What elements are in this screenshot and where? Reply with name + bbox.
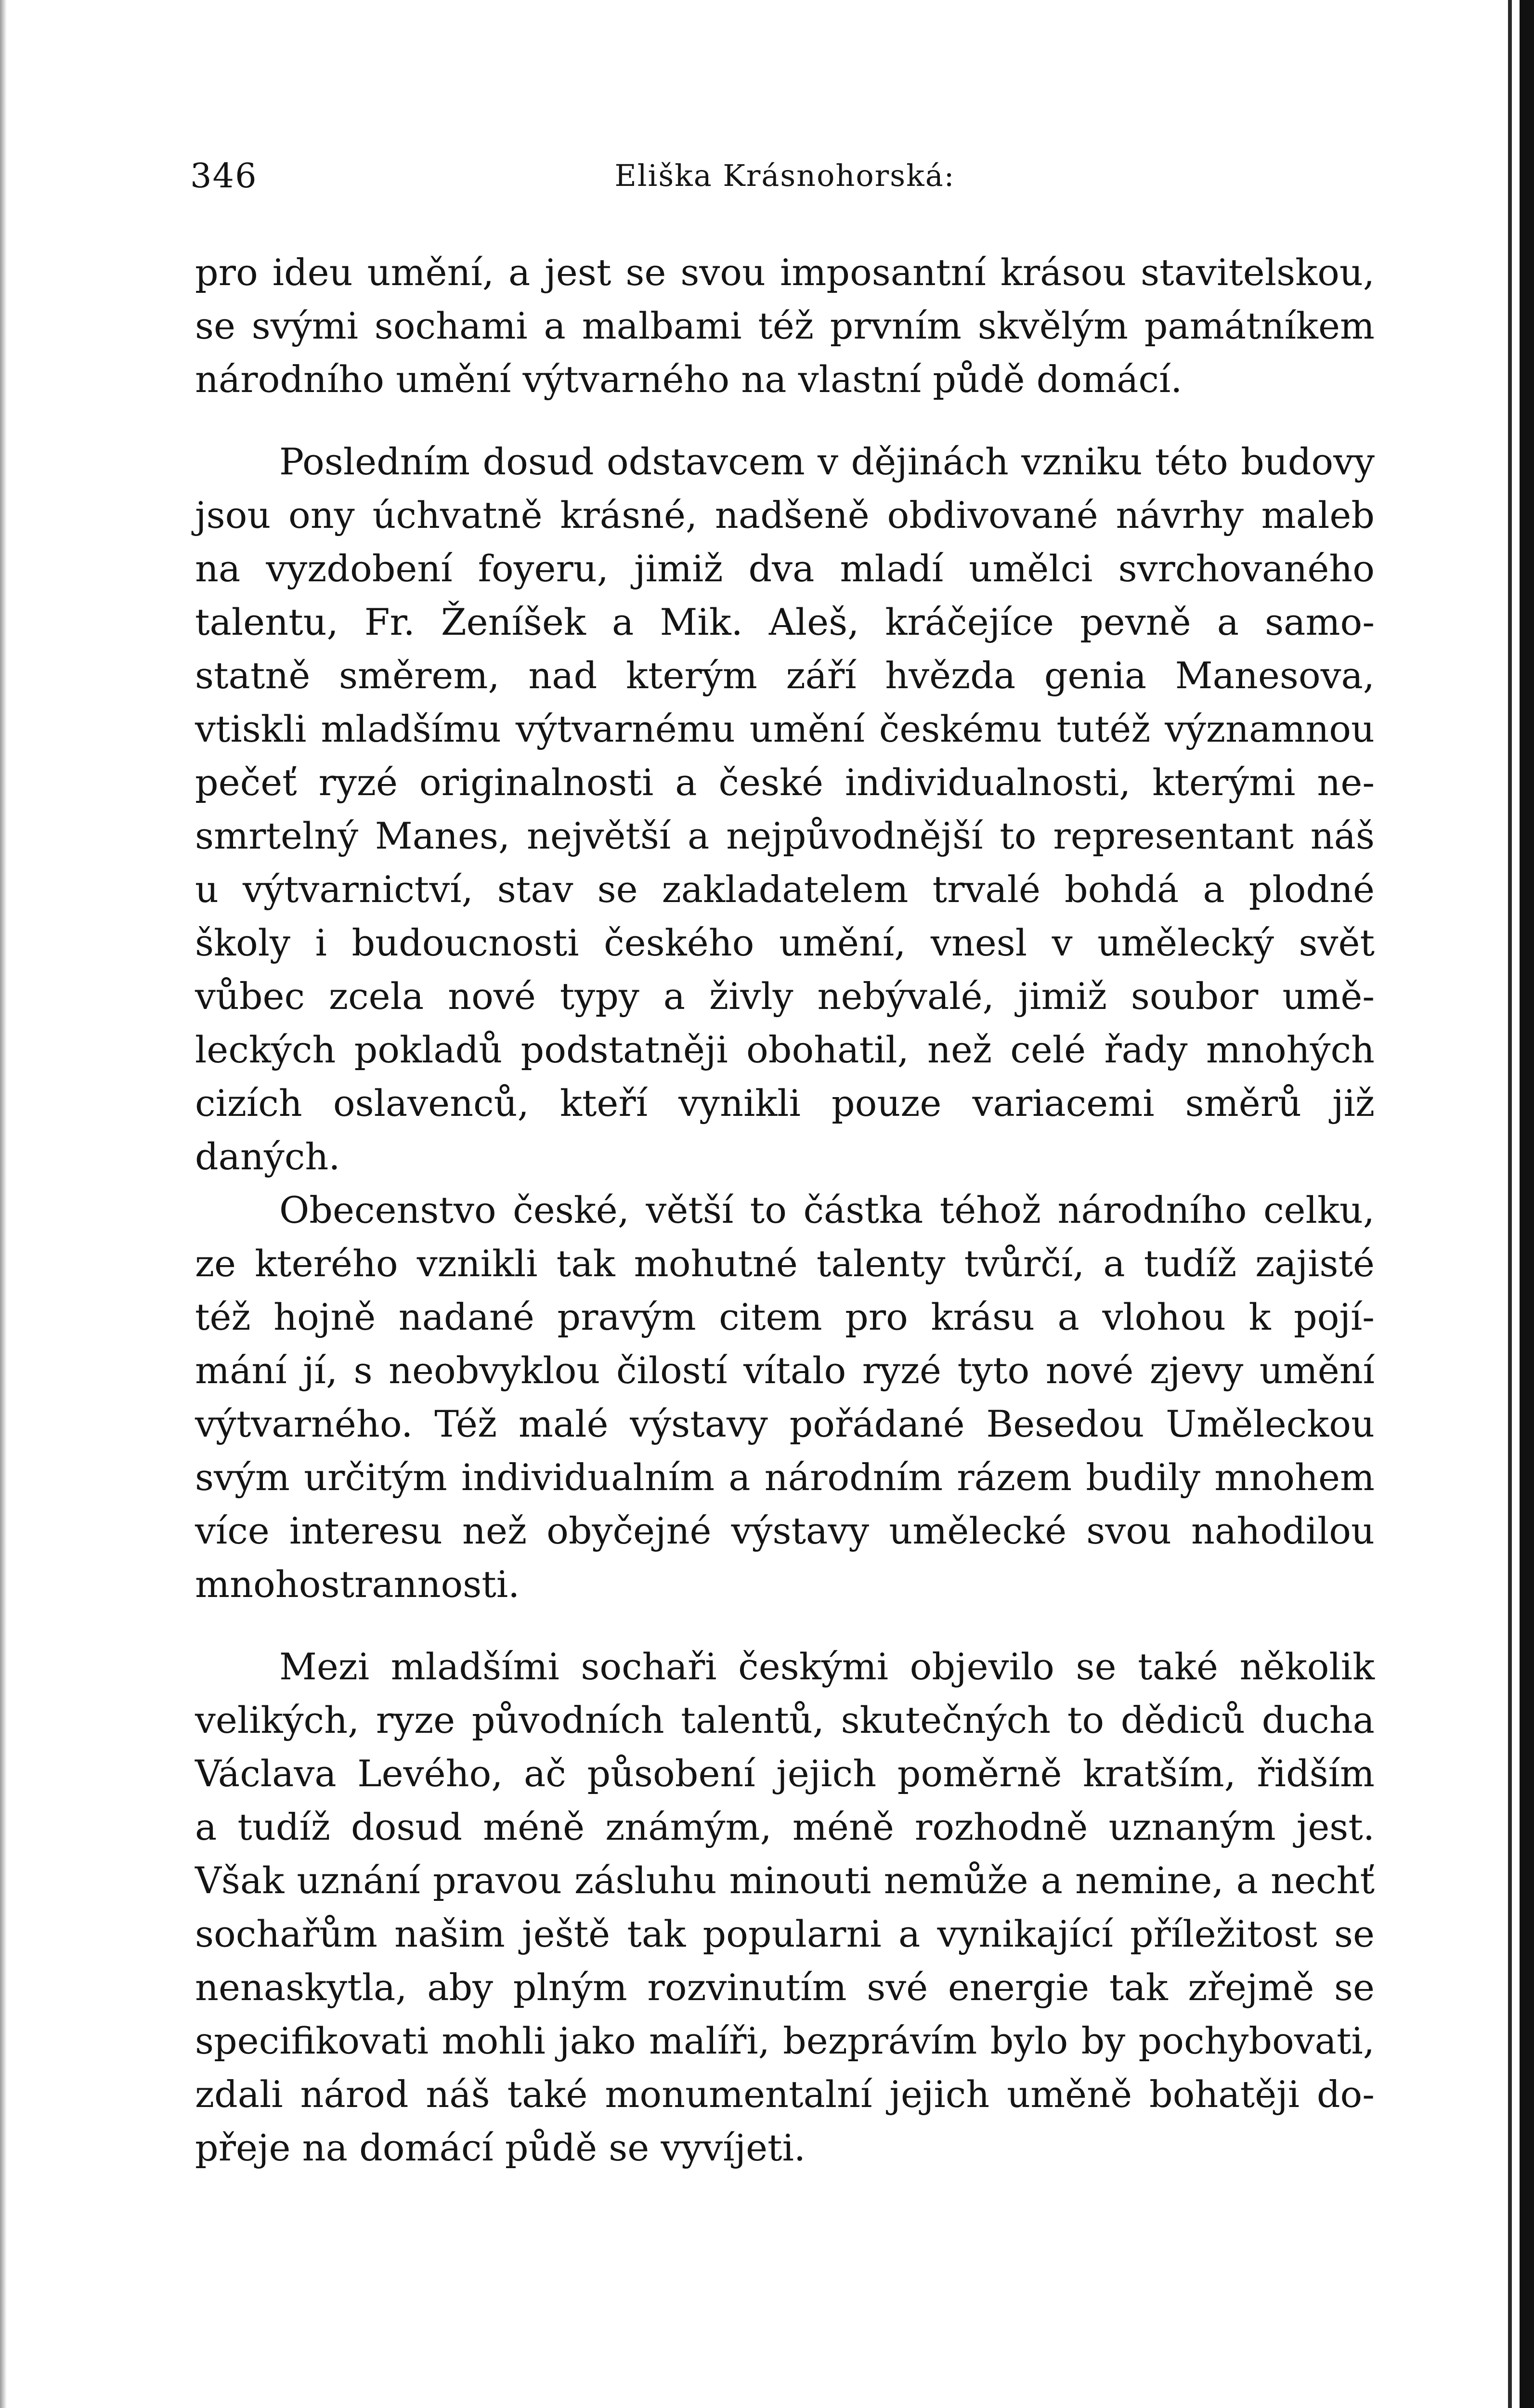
text-line: specifikovati mohli jako malíři, bezprávím bylo by pochybovati, [195, 2019, 1375, 2062]
paragraph-gap [195, 1611, 1375, 1640]
text-line: statně směrem, nad kterým září hvězda genia Manesova, [195, 654, 1375, 697]
text-line: více interesu než obyčejné výstavy umělecké svou nahodilou [195, 1509, 1375, 1552]
text-line: ze kterého vznikli tak mohutné talenty tvůrčí, a tudíž zajisté [195, 1242, 1375, 1285]
text-line: Mezi mladšími sochaři českými objevilo se také několik [279, 1645, 1375, 1688]
text-line: Posledním dosud odstavcem v dějinách vzniku této budovy [279, 440, 1375, 483]
text-line: vtiskli mladšímu výtvarnému umění českému tutéž významnou [195, 707, 1375, 750]
running-title: Eliška Krásnohorská: [614, 158, 955, 193]
text-line: daných. [195, 1135, 340, 1178]
page-right-edge-binding [1520, 0, 1534, 2408]
paragraph-4 [195, 1640, 1375, 2174]
text-line: se svými sochami a malbami též prvním skvělým památníkem [195, 304, 1375, 347]
text-line: velikých, ryze původních talentů, skutečných to dědiců ducha [195, 1699, 1375, 1741]
paragraph-3 [195, 1183, 1375, 1611]
text-line: výtvarného. Též malé výstavy pořádané Besedou Uměleckou [195, 1402, 1375, 1445]
page-left-edge-shadow [0, 0, 7, 2408]
text-line: mání jí, s neobvyklou čilostí vítalo ryzé tyto nové zjevy umění [195, 1349, 1375, 1392]
paragraph-gap [195, 406, 1375, 435]
text-line: sochařům našim ještě tak popularni a vynikající příležitost se [195, 1912, 1375, 1955]
text-line: též hojně nadané pravým citem pro krásu a vlohou k pojí- [195, 1296, 1375, 1338]
text-line: na vyzdobení foyeru, jimiž dva mladí umělci svrchovaného [195, 547, 1375, 590]
paragraph-1 [195, 246, 1375, 406]
text-line: školy i budoucnosti českého umění, vnesl v umělecký svět [195, 921, 1375, 964]
text-line: u výtvarnictví, stav se zakladatelem trvalé bohdá a plodné [195, 868, 1375, 911]
text-line: smrtelný Manes, největší a nejpůvodnější to representant náš [195, 814, 1375, 857]
page-number: 346 [190, 156, 258, 196]
text-line: nenaskytla, aby plným rozvinutím své energie tak zřejmě se [195, 1966, 1375, 2009]
text-line: cizích oslavenců, kteří vynikli pouze variacemi směrů již [195, 1082, 1375, 1125]
page-right-edge-line [1508, 0, 1512, 2408]
text-line: vůbec zcela nové typy a živly nebývalé, jimiž soubor umě- [195, 975, 1375, 1018]
body-text [195, 246, 1375, 2174]
text-line: přeje na domácí půdě se vyvíjeti. [195, 2126, 806, 2169]
text-line: jsou ony úchvatně krásné, nadšeně obdivované návrhy maleb [195, 494, 1375, 537]
text-line: svým určitým individualním a národním rázem budily mnohem [195, 1456, 1375, 1499]
text-line: Však uznání pravou zásluhu minouti nemůže a nemine, a nechť [195, 1859, 1375, 1902]
text-line: mnohostrannosti. [195, 1563, 520, 1606]
text-line: Obecenstvo české, větší to částka téhož národního celku, [279, 1189, 1375, 1231]
text-line: Václava Levého, ač působení jejich poměrně kratším, řidším [195, 1752, 1375, 1795]
text-line: talentu, Fr. Ženíšek a Mik. Aleš, kráčejíce pevně a samo- [195, 601, 1375, 643]
running-head [190, 152, 1379, 200]
text-line: národního umění výtvarného na vlastní půdě domácí. [195, 358, 1183, 401]
paragraph-2 [195, 435, 1375, 1183]
text-line: pro ideu umění, a jest se svou imposantní krásou stavitelskou, [195, 251, 1375, 294]
text-line: leckých pokladů podstatněji obohatil, než celé řady mnohých [195, 1028, 1375, 1071]
text-line: zdali národ náš také monumentalní jejich uměně bohatěji do- [195, 2073, 1375, 2116]
text-line: a tudíž dosud méně známým, méně rozhodně uznaným jest. [195, 1806, 1375, 1848]
text-line: pečeť ryzé originalnosti a české individualnosti, kterými ne- [195, 761, 1375, 804]
